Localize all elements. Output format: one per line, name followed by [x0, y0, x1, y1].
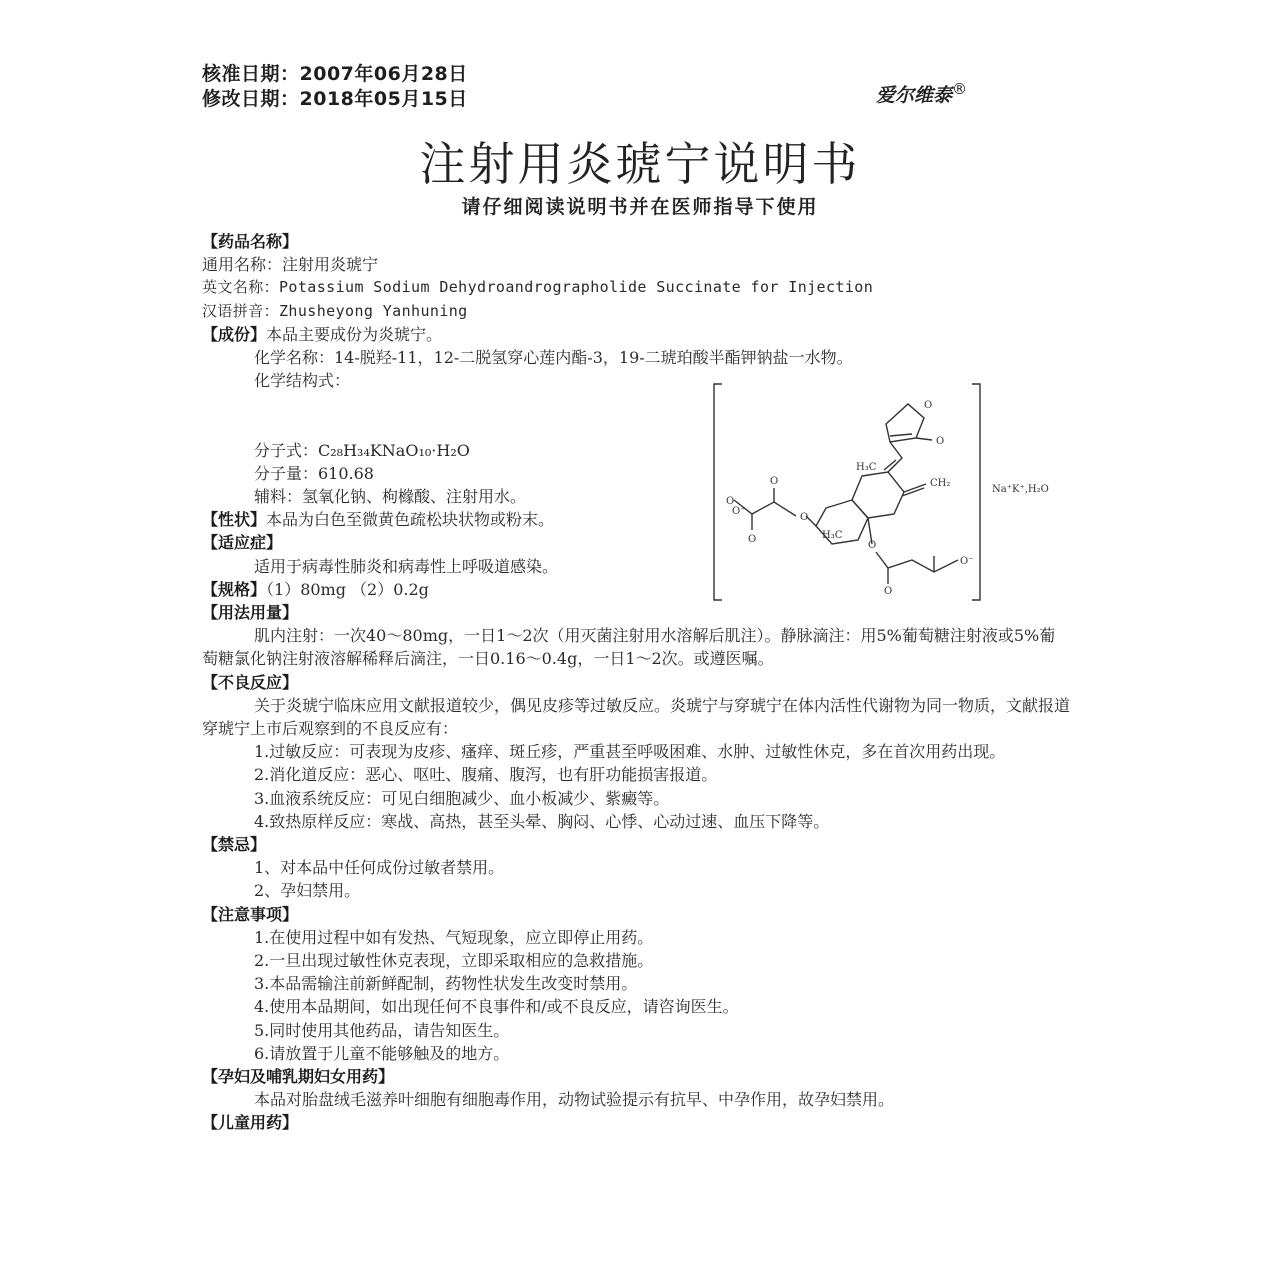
revision-date: 修改日期：2018年05月15日 — [202, 88, 468, 110]
generic-name: 通用名称：注射用炎琥宁 — [202, 255, 379, 275]
atom-o4: O — [800, 512, 809, 523]
heading-children: 【儿童用药】 — [202, 1113, 299, 1133]
bracket-left — [714, 384, 722, 600]
chemical-name: 化学名称：14-脱羟-11，12-二脱氢穿心莲内酯-3，19-二琥珀酸半酯钾钠盐一水物。 — [254, 347, 853, 367]
heading-indications: 【适应症】 — [202, 533, 283, 553]
molecular-weight: 分子量：610.68 — [254, 463, 374, 483]
adverse-item: 3.血液系统反应：可见白细胞减少、血小板减少、紫癜等。 — [254, 788, 670, 808]
heading-specs: 【规格】 — [202, 579, 267, 599]
heading-adverse: 【不良反应】 — [202, 672, 299, 692]
pinyin-name: 汉语拼音：Zhusheyong Yanhuning — [202, 301, 468, 320]
salt-label: Na⁺K⁺,H₂O — [992, 484, 1049, 495]
heading-dosage: 【用法用量】 — [202, 603, 299, 622]
atom-o-minus-right: O⁻ — [960, 556, 974, 567]
atom-o3: O — [770, 476, 779, 487]
precaution-item: 3.本品需输注前新鲜配制，药物性状发生改变时禁用。 — [254, 974, 638, 994]
heading-precautions: 【注意事项】 — [202, 904, 299, 924]
heading-drug-name: 【药品名称】 — [202, 232, 299, 251]
structure-svg — [712, 380, 1084, 604]
heading-contraindications: 【禁忌】 — [202, 835, 267, 854]
atom-ch2: CH₂ — [930, 478, 951, 489]
heading-pregnancy: 【孕妇及哺乳期妇女用药】 — [202, 1066, 395, 1086]
atom-o5: O — [868, 540, 877, 551]
bracket-right — [972, 384, 980, 600]
structure-label: 化学结构式： — [254, 371, 351, 391]
english-name: 英文名称：Potassium Sodium Dehydroandrographolide Succinate for Injection — [202, 278, 874, 297]
contraindication-item: 2、孕妇禁用。 — [254, 881, 361, 901]
ring-b — [852, 472, 904, 518]
appearance-text: 本品为白色至微黄色疏松块状物或粉末。 — [266, 510, 555, 530]
brand-logo — [876, 80, 967, 107]
atom-h3c-top: H₃C — [856, 462, 877, 473]
indications-text: 适用于病毒性肺炎和病毒性上呼吸道感染。 — [254, 556, 559, 576]
composition-text: 本品主要成份为炎琥宁。 — [266, 324, 443, 344]
pregnancy-text: 本品对胎盘绒毛滋养叶细胞有细胞毒作用，动物试验提示有抗早、中孕作用，故孕妇禁用。 — [254, 1090, 895, 1110]
specs-text: （1）80mg （2）0.2g — [266, 579, 429, 599]
excipients: 辅料：氢氧化钠、枸橼酸、注射用水。 — [254, 487, 527, 507]
molecular-formula: 分子式：C₂₈H₃₄KNaO₁₀·H₂O — [254, 440, 470, 460]
adverse-item: 4.致热原样反应：寒战、高热，甚至头晕、胸闷、心悸、心动过速、血压下降等。 — [254, 811, 830, 831]
atom-o-minus-left: O⁻ — [732, 506, 746, 517]
document-title: 注射用炎琥宁说明书 — [419, 137, 861, 191]
approval-date: 核准日期：2007年06月28日 — [202, 63, 468, 85]
precaution-item: 5.同时使用其他药品，请告知医生。 — [254, 1020, 510, 1040]
ring-double-bond — [890, 434, 912, 436]
registered-mark: ® — [952, 80, 968, 98]
brand-name: 爱尔维泰 — [876, 84, 953, 107]
document-body — [202, 230, 1070, 1134]
atom-h3c-bottom: H₃C — [822, 530, 843, 541]
heading-appearance: 【性状】 — [202, 510, 267, 530]
chemical-structure-diagram — [712, 380, 1084, 604]
adverse-intro: 关于炎琥宁临床应用文献报道较少，偶见皮疹等过敏反应。炎琥宁与穿琥宁在体内活性代谢物为同一物质，文献报道穿琥宁上市后观察到的不良反应有： — [202, 695, 1071, 738]
precaution-item: 4.使用本品期间，如出现任何不良事件和/或不良反应，请咨询医生。 — [254, 997, 739, 1017]
precaution-item: 1.在使用过程中如有发热、气短现象，应立即停止用药。 — [254, 927, 654, 947]
adverse-item: 2.消化道反应：恶心、呕吐、腹痛、腹泻，也有肝功能损害报道。 — [254, 765, 718, 785]
date-block — [202, 62, 468, 112]
dosage-text: 肌内注射：一次40～80mg，一日1～2次（用灭菌注射用水溶解后肌注）。静脉滴注：用5%葡萄糖注射液或5%葡萄糖氯化钠注射液溶解稀释后滴注，一日0.16～0.4g，一日1～2次。或遵医嘱。 — [202, 626, 1056, 669]
atom-o7: O — [884, 586, 893, 597]
composition-line — [202, 323, 1070, 346]
heading-composition: 【成份】 — [202, 324, 267, 344]
precaution-item: 2.一旦出现过敏性休克表现，立即采取相应的急救措施。 — [254, 950, 654, 970]
contraindication-item: 1、对本品中任何成份过敏者禁用。 — [254, 858, 505, 878]
adverse-item: 1.过敏反应：可表现为皮疹、瘙痒、斑丘疹，严重甚至呼吸困难、水肿、过敏性休克，多在首次用药出现。 — [254, 742, 1006, 762]
carbonyl-bond — [916, 438, 932, 440]
precaution-item: 6.请放置于儿童不能够触及的地方。 — [254, 1043, 510, 1063]
atom-o1: O — [924, 400, 933, 411]
document-subtitle: 请仔细阅读说明书并在医师指导下使用 — [461, 196, 819, 218]
side-chain — [888, 442, 902, 472]
atom-o-left: O — [726, 496, 735, 507]
atom-o6: O — [748, 534, 757, 545]
atom-o2: O — [936, 436, 945, 447]
